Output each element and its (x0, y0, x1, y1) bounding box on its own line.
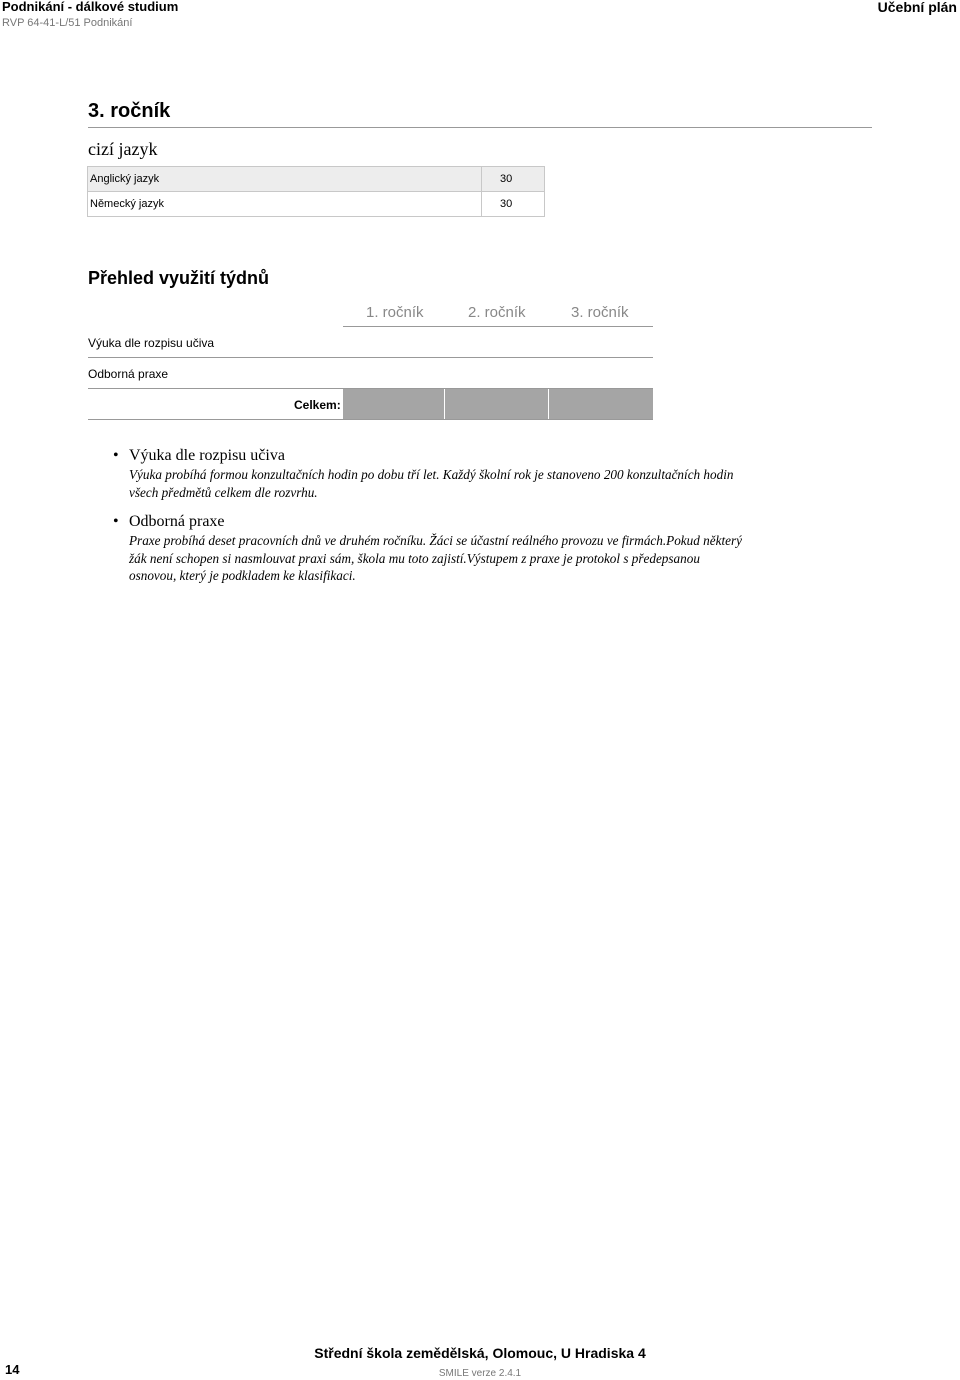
bullet-icon: • (113, 513, 119, 530)
subject-name: Anglický jazyk (88, 167, 482, 192)
bullet-icon: • (113, 447, 119, 464)
column-header-year-1: 1. ročník (366, 304, 424, 321)
totals-cell-year-3 (549, 389, 653, 419)
subject-table (87, 166, 545, 217)
totals-cell-year-2 (445, 389, 548, 419)
column-header-year-3: 3. ročník (571, 304, 629, 321)
subject-hours: 30 (482, 192, 545, 217)
totals-cell-year-1 (343, 389, 444, 419)
header-divider (343, 326, 653, 327)
section-name: Učební plán (877, 0, 957, 15)
note-title: Odborná praxe (129, 513, 225, 530)
overview-row-label: Výuka dle rozpisu učiva (88, 336, 215, 350)
column-header-year-2: 2. ročník (468, 304, 526, 321)
totals-divider (88, 419, 653, 420)
footer-version: SMILE verze 2.4.1 (438, 1368, 522, 1379)
year-heading: 3. ročník (88, 100, 171, 122)
subject-name: Německý jazyk (88, 192, 482, 217)
table-row (88, 192, 545, 217)
note-text: Praxe probíhá deset pracovních dnů ve druhém ročníku. Žáci se účastní reálného provozu ve firmách.Pokud některý žák není schopen si nasmlouvat praxi sám, škola mu toto zajistí.Výstupem z praxe je protokol s předepsanou osnovou, který je podkladem ke klasifikaci. (129, 533, 742, 583)
note-text: Výuka probíhá formou konzultačních hodin po dobu tří let. Každý školní rok je stanoveno 200 konzultačních hodin všech předmětů celkem dle rozvrhu. (129, 467, 734, 500)
row-divider (88, 357, 653, 358)
footer-school: Střední škola zemědělská, Olomouc, U Hradiska 4 (314, 1345, 646, 1361)
table-row (88, 167, 545, 192)
overview-row-label: Odborná praxe (88, 367, 169, 381)
overview-heading: Přehled využití týdnů (88, 268, 270, 288)
subject-hours: 30 (482, 167, 545, 192)
page-number: 14 (5, 1362, 20, 1377)
year-divider (88, 127, 872, 128)
subject-group-heading: cizí jazyk (88, 139, 158, 159)
totals-label: Celkem: (294, 398, 341, 412)
note-title: Výuka dle rozpisu učiva (129, 447, 285, 464)
document-title: Podnikání - dálkové studium (2, 0, 179, 14)
document-code: RVP 64-41-L/51 Podnikání (2, 17, 133, 29)
